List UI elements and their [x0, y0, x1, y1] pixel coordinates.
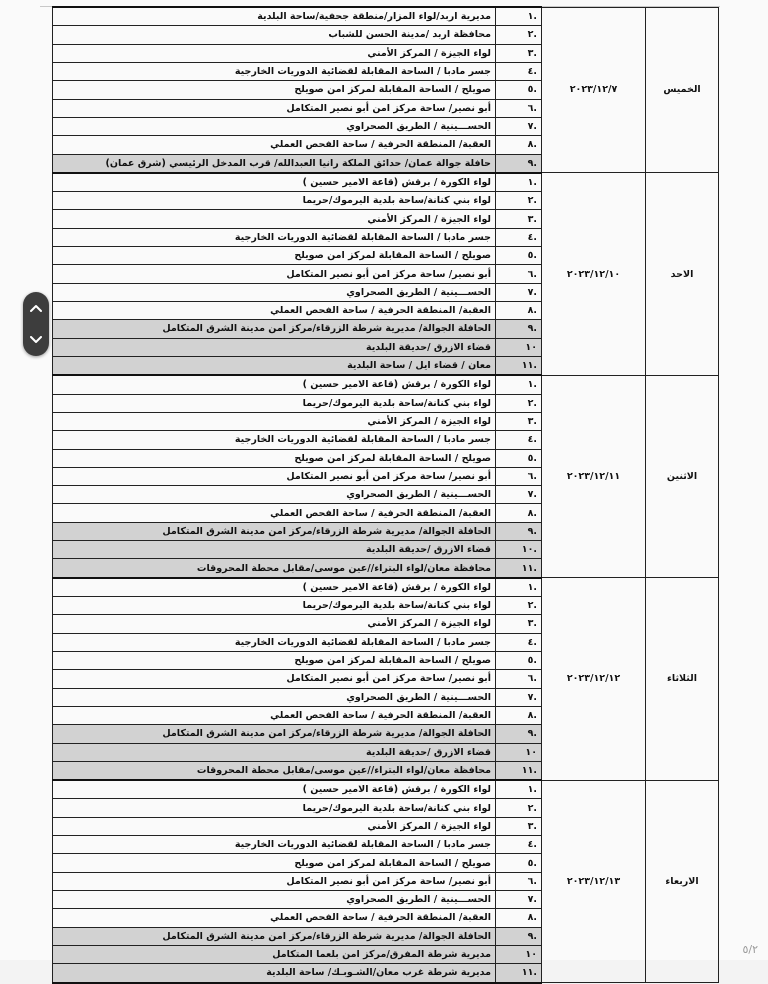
location-cell: لواء بني كنانة/ساحة بلدية اليرموك/حريما: [53, 597, 496, 615]
row-number: .٣: [496, 615, 542, 633]
row-number: .٥: [496, 449, 542, 467]
day-cell: الخميس: [646, 7, 719, 173]
row-number: .١٠: [496, 541, 542, 559]
row-number: .٧: [496, 688, 542, 706]
row-number: .١: [496, 375, 542, 394]
row-number: .٧: [496, 891, 542, 909]
location-cell: لواء بني كنانة/ساحة بلدية اليرموك/حريما: [53, 192, 496, 210]
date-cell: ٢٠٢٣/١٢/٧: [542, 7, 646, 173]
location-cell: قضاء الازرق /حديقة البلدية: [53, 338, 496, 356]
location-cell: أبو نصير/ ساحة مركز امن أبو نصير المتكامل: [53, 872, 496, 890]
row-number: .٦: [496, 670, 542, 688]
row-number: .٥: [496, 81, 542, 99]
row-number: .٧: [496, 283, 542, 301]
location-cell: لواء الكورة / برقش (قاعة الامير حسين ): [53, 578, 496, 597]
row-number: .٣: [496, 44, 542, 62]
row-number: .٢: [496, 192, 542, 210]
row-number: .٥: [496, 247, 542, 265]
date-cell: ٢٠٢٣/١٢/١٢: [542, 578, 646, 780]
location-cell: الحســـينية / الطريق الصحراوي: [53, 688, 496, 706]
location-cell: جسر مادبا / الساحة المقابلة لقضائية الدوريات الخارجية: [53, 633, 496, 651]
row-number: .٤: [496, 431, 542, 449]
date-cell: ٢٠٢٣/١٢/١٣: [542, 780, 646, 982]
location-cell: لواء الكورة / برقش (قاعة الامير حسين ): [53, 375, 496, 394]
row-number: .٤: [496, 62, 542, 80]
row-number: ١٠: [496, 945, 542, 963]
location-cell: الحســـينية / الطريق الصحراوي: [53, 117, 496, 135]
location-cell: صويلح / الساحة المقابلة لمركز امن صويلح: [53, 651, 496, 669]
location-cell: أبو نصير/ ساحة مركز امن أبو نصير المتكامل: [53, 99, 496, 117]
row-number: .٦: [496, 467, 542, 485]
chevron-down-icon: [30, 336, 42, 344]
row-number: .٩: [496, 725, 542, 743]
location-cell: الحافلة الجوالة/ مديرية شرطة الزرقاء/مركز امن مدينة الشرق المتكامل: [53, 522, 496, 540]
row-number: .١١: [496, 761, 542, 780]
row-number: ١٠: [496, 338, 542, 356]
scroll-control: [23, 292, 49, 356]
schedule-row: [53, 7, 719, 26]
row-number: .٨: [496, 136, 542, 154]
row-number: .٨: [496, 706, 542, 724]
row-number: .٣: [496, 817, 542, 835]
location-cell: لواء الجيزة / المركز الأمني: [53, 412, 496, 430]
location-cell: لواء الجيزة / المركز الأمني: [53, 817, 496, 835]
row-number: .٢: [496, 799, 542, 817]
location-cell: الحســـينية / الطريق الصحراوي: [53, 486, 496, 504]
row-number: .٩: [496, 154, 542, 173]
schedule-row: [53, 780, 719, 799]
location-cell: صويلح / الساحة المقابلة لمركز امن صويلح: [53, 854, 496, 872]
location-cell: محافظة معان/لواء البتراء//عين موسى/مقابل محطة المحروقات: [53, 761, 496, 780]
row-number: .٣: [496, 412, 542, 430]
location-cell: العقبة/ المنطقة الحرفية / ساحة الفحص العملي: [53, 504, 496, 522]
row-number: .٦: [496, 872, 542, 890]
row-number: .٨: [496, 302, 542, 320]
location-cell: أبو نصير/ ساحة مركز امن أبو نصير المتكامل: [53, 265, 496, 283]
location-cell: العقبة/ المنطقة الحرفية / ساحة الفحص العملي: [53, 706, 496, 724]
row-number: .٢: [496, 597, 542, 615]
page-number: ٥/٢: [742, 943, 758, 956]
day-cell: الاثنين: [646, 375, 719, 577]
location-cell: لواء بني كنانة/ساحة بلدية اليرموك/حريما: [53, 394, 496, 412]
location-cell: جسر مادبا / الساحة المقابلة لقضائية الدوريات الخارجية: [53, 431, 496, 449]
location-cell: صويلح / الساحة المقابلة لمركز امن صويلح: [53, 449, 496, 467]
location-cell: محافظة اربد /مدينة الحسن للشباب: [53, 26, 496, 44]
location-cell: الحســـينية / الطريق الصحراوي: [53, 283, 496, 301]
location-cell: العقبة/ المنطقة الحرفية / ساحة الفحص العملي: [53, 136, 496, 154]
location-cell: أبو نصير/ ساحة مركز امن أبو نصير المتكامل: [53, 670, 496, 688]
location-cell: الحســـينية / الطريق الصحراوي: [53, 891, 496, 909]
row-number: .١: [496, 173, 542, 192]
location-cell: جسر مادبا / الساحة المقابلة لقضائية الدوريات الخارجية: [53, 62, 496, 80]
row-number: .٥: [496, 854, 542, 872]
scroll-down-button[interactable]: [23, 324, 49, 356]
row-number: .٩: [496, 522, 542, 540]
row-number: .٤: [496, 836, 542, 854]
location-cell: لواء الجيزة / المركز الأمني: [53, 615, 496, 633]
row-number: ١٠: [496, 743, 542, 761]
location-cell: مديرية شرطة غرب معان/الشـوبـك/ ساحة البلدية: [53, 964, 496, 983]
row-number: .٩: [496, 320, 542, 338]
location-cell: لواء الكورة / برقش (قاعة الامير حسين ): [53, 780, 496, 799]
location-cell: قضاء الازرق /حديقة البلدية: [53, 743, 496, 761]
location-cell: الحافلة الجوالة/ مديرية شرطة الزرقاء/مركز امن مدينة الشرق المتكامل: [53, 725, 496, 743]
location-cell: قضاء الازرق /حديقة البلدية: [53, 541, 496, 559]
schedule-row: [53, 578, 719, 597]
row-number: .٢: [496, 394, 542, 412]
scroll-up-button[interactable]: [23, 292, 49, 324]
date-cell: ٢٠٢٣/١٢/١١: [542, 375, 646, 577]
row-number: .٣: [496, 210, 542, 228]
row-number: .٨: [496, 504, 542, 522]
location-cell: مديرية شرطة المفرق/مركز امن بلعما المتكامل: [53, 945, 496, 963]
row-number: .١١: [496, 964, 542, 983]
row-number: .٥: [496, 651, 542, 669]
location-cell: صويلح / الساحة المقابلة لمركز امن صويلح: [53, 247, 496, 265]
location-cell: الحافلة الجوالة/ مديرية شرطة الزرقاء/مركز امن مدينة الشرق المتكامل: [53, 320, 496, 338]
day-cell: الاربعاء: [646, 780, 719, 982]
row-number: .١: [496, 780, 542, 799]
row-number: .٢: [496, 26, 542, 44]
row-number: .٦: [496, 99, 542, 117]
location-cell: صويلح / الساحة المقابلة لمركز امن صويلح: [53, 81, 496, 99]
row-number: .١١: [496, 559, 542, 578]
schedule-table: [52, 6, 719, 984]
schedule-row: [53, 173, 719, 192]
location-cell: أبو نصير/ ساحة مركز امن أبو نصير المتكامل: [53, 467, 496, 485]
schedule-row: [53, 375, 719, 394]
location-cell: محافظة معان/لواء البتراء//عين موسى/مقابل محطة المحروقات: [53, 559, 496, 578]
row-number: .١: [496, 7, 542, 26]
location-cell: العقبة/ المنطقة الحرفية / ساحة الفحص العملي: [53, 302, 496, 320]
row-number: .٦: [496, 265, 542, 283]
location-cell: مديرية اربد/لواء المزار/منطقة جحفية/ساحة البلدية: [53, 7, 496, 26]
location-cell: الحافلة الجوالة/ مديرية شرطة الزرقاء/مركز امن مدينة الشرق المتكامل: [53, 927, 496, 945]
day-cell: الاحد: [646, 173, 719, 375]
location-cell: لواء الكورة / برقش (قاعة الامير حسين ): [53, 173, 496, 192]
row-number: .٤: [496, 633, 542, 651]
location-cell: معان / قضاء ايل / ساحة البلدية: [53, 356, 496, 375]
location-cell: جسر مادبا / الساحة المقابلة لقضائية الدوريات الخارجية: [53, 836, 496, 854]
row-number: .٩: [496, 927, 542, 945]
row-number: .٨: [496, 909, 542, 927]
row-number: .١١: [496, 356, 542, 375]
row-number: .٧: [496, 117, 542, 135]
location-cell: لواء بني كنانة/ساحة بلدية اليرموك/حريما: [53, 799, 496, 817]
location-cell: لواء الجيزة / المركز الأمني: [53, 44, 496, 62]
chevron-up-icon: [30, 304, 42, 312]
location-cell: جسر مادبا / الساحة المقابلة لقضائية الدوريات الخارجية: [53, 228, 496, 246]
location-cell: العقبة/ المنطقة الحرفية / ساحة الفحص العملي: [53, 909, 496, 927]
location-cell: حافلة جوالة عمان/ حدائق الملكة رانيا العبدالله/ قرب المدخل الرئيسي (شرق عمان): [53, 154, 496, 173]
day-cell: الثلاثاء: [646, 578, 719, 780]
row-number: .١: [496, 578, 542, 597]
location-cell: لواء الجيزة / المركز الأمني: [53, 210, 496, 228]
row-number: .٧: [496, 486, 542, 504]
row-number: .٤: [496, 228, 542, 246]
date-cell: ٢٠٢٣/١٢/١٠: [542, 173, 646, 375]
